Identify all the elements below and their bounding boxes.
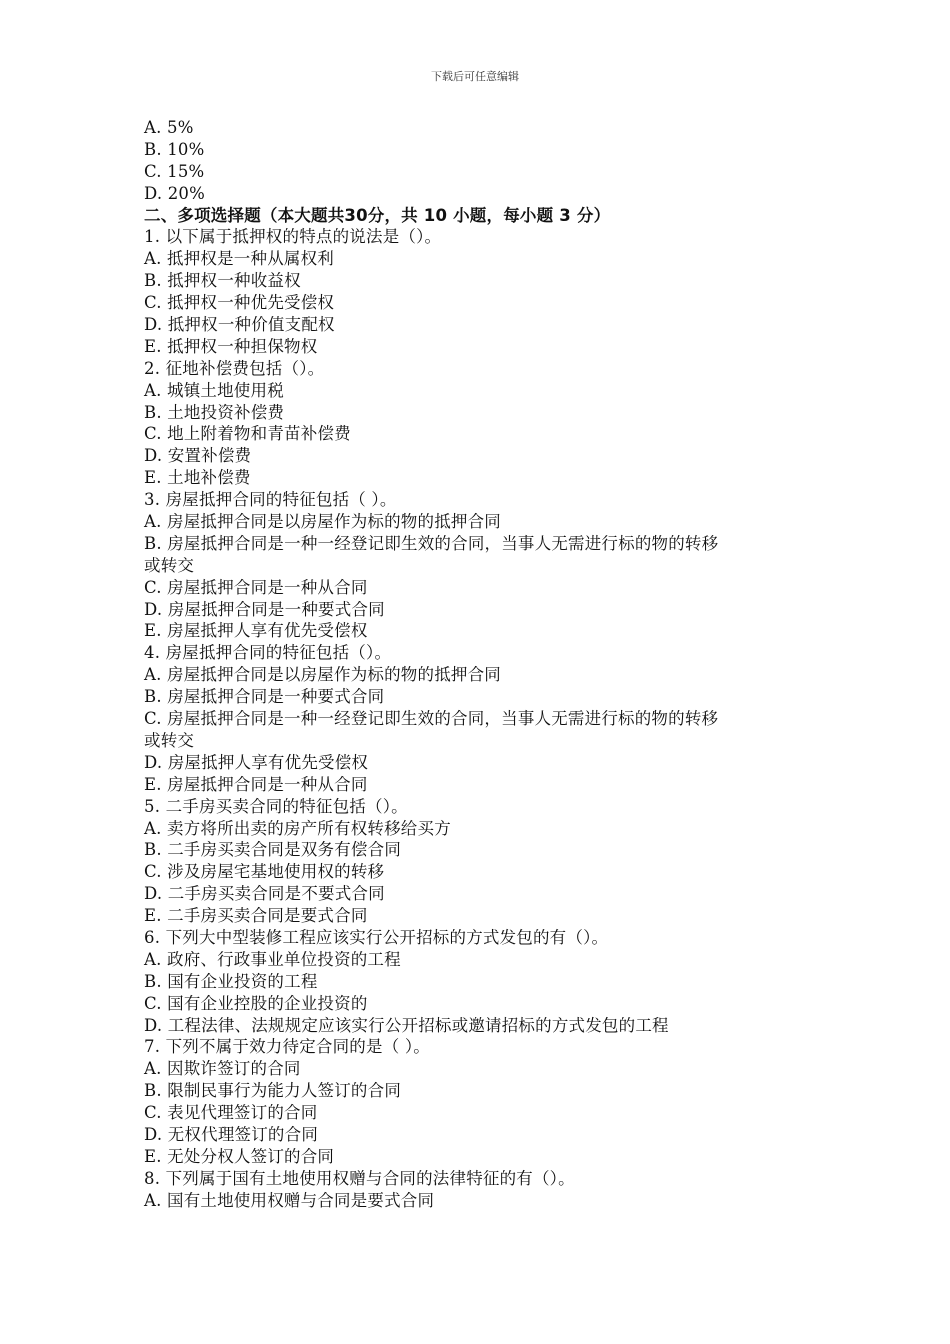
answer-option: C. 房屋抵押合同是一种从合同	[144, 577, 368, 597]
answer-option: D. 房屋抵押人享有优先受偿权	[144, 752, 369, 772]
question-text: 1. 以下属于抵押权的特点的说法是（）。	[144, 227, 442, 247]
answer-option: B. 房屋抵押合同是一种一经登记即生效的合同，当事人无需进行标的物的转移	[144, 533, 719, 553]
question-text: 6. 下列大中型装修工程应该实行公开招标的方式发包的有（）。	[144, 927, 609, 947]
answer-option: D. 房屋抵押合同是一种要式合同	[144, 599, 385, 619]
answer-option: D. 无权代理签订的合同	[144, 1124, 319, 1144]
answer-option: B. 抵押权一种收益权	[144, 271, 301, 291]
answer-option: B. 限制民事行为能力人签订的合同	[144, 1081, 402, 1101]
answer-option: B. 国有企业投资的工程	[144, 971, 318, 991]
line-continuation: 或转交	[144, 555, 195, 575]
answer-option: A. 房屋抵押合同是以房屋作为标的物的抵押合同	[144, 665, 502, 685]
answer-option: B. 10%	[144, 139, 205, 159]
answer-option: D. 安置补偿费	[144, 446, 252, 466]
answer-option: B. 二手房买卖合同是双务有偿合同	[144, 840, 402, 860]
answer-option: B. 房屋抵押合同是一种要式合同	[144, 687, 385, 707]
answer-option: C. 表见代理签订的合同	[144, 1103, 318, 1123]
answer-option: C. 地上附着物和青苗补偿费	[144, 424, 351, 444]
section-heading: 二、多项选择题（本大题共30分，共 10 小题，每小题 3 分）	[144, 205, 611, 225]
answer-option: A. 房屋抵押合同是以房屋作为标的物的抵押合同	[144, 512, 502, 532]
question-text: 5. 二手房买卖合同的特征包括（）。	[144, 796, 408, 816]
answer-option: A. 城镇土地使用税	[144, 380, 284, 400]
answer-option: D. 二手房买卖合同是不要式合同	[144, 884, 385, 904]
answer-option: C. 抵押权一种优先受偿权	[144, 293, 335, 313]
question-text: 3. 房屋抵押合同的特征包括（ ）。	[144, 490, 397, 510]
question-text: 4. 房屋抵押合同的特征包括（）。	[144, 643, 392, 663]
answer-option: E. 房屋抵押人享有优先受偿权	[144, 621, 368, 641]
answer-option: E. 土地补偿费	[144, 468, 251, 488]
document-body	[144, 117, 814, 1212]
answer-option: A. 抵押权是一种从属权利	[144, 249, 335, 269]
question-text: 8. 下列属于国有土地使用权赠与合同的法律特征的有（）。	[144, 1168, 575, 1188]
answer-option: D. 20%	[144, 183, 206, 203]
answer-option: D. 抵押权一种价值支配权	[144, 315, 335, 335]
answer-option: C. 涉及房屋宅基地使用权的转移	[144, 862, 385, 882]
question-text: 2. 征地补偿费包括（）。	[144, 358, 325, 378]
question-text: 7. 下列不属于效力待定合同的是（ ）。	[144, 1037, 430, 1057]
answer-option: B. 土地投资补偿费	[144, 402, 285, 422]
answer-option: D. 工程法律、法规规定应该实行公开招标或邀请招标的方式发包的工程	[144, 1015, 669, 1035]
line-continuation: 或转交	[144, 730, 195, 750]
answer-option: E. 无处分权人签订的合同	[144, 1146, 335, 1166]
answer-option: A. 5%	[144, 118, 194, 137]
answer-option: A. 因欺诈签订的合同	[144, 1059, 301, 1079]
answer-option: E. 抵押权一种担保物权	[144, 336, 318, 356]
answer-option: E. 二手房买卖合同是要式合同	[144, 906, 368, 926]
answer-option: E. 房屋抵押合同是一种从合同	[144, 774, 368, 794]
page-header: 下载后可任意编辑	[431, 70, 519, 83]
answer-option: C. 国有企业控股的企业投资的	[144, 993, 368, 1013]
answer-option: A. 政府、行政事业单位投资的工程	[144, 949, 401, 969]
answer-option: A. 国有土地使用权赠与合同是要式合同	[144, 1190, 435, 1210]
answer-option: C. 15%	[144, 161, 205, 181]
answer-option: C. 房屋抵押合同是一种一经登记即生效的合同，当事人无需进行标的物的转移	[144, 709, 719, 729]
answer-option: A. 卖方将所出卖的房产所有权转移给买方	[144, 818, 451, 838]
